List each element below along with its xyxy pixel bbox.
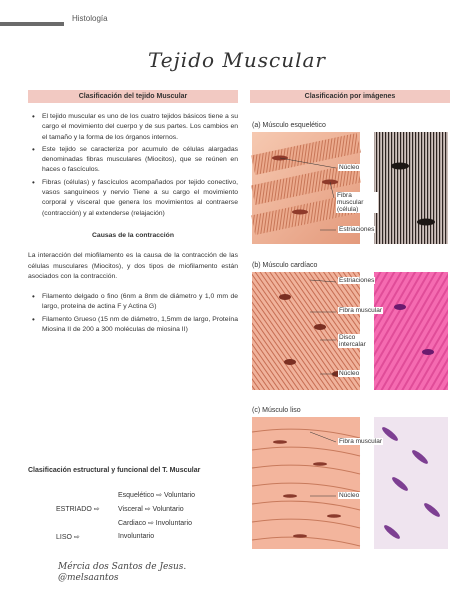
class-liso-value: Involuntario [118, 533, 155, 540]
causes-title: Causas de la contracción [92, 231, 174, 239]
filament-thick: • Filamento Grueso (15 nm de diámetro, 1,5mm de largo, Proteína Miosina II de 200 a 300 moléculas de miosina II) [28, 315, 238, 336]
panel-b-caption: (b) Músculo cardíaco [252, 262, 318, 269]
class-estriado: ESTRIADO ⇨ [56, 506, 100, 513]
panel-c-caption: (c) Músculo liso [252, 407, 301, 414]
right-section-title: Clasificación por imágenes [250, 90, 450, 103]
filament-thin: • Filamento delgado o fino (6nm a 8nm de diámetro y 1,0 mm de largo, proteína de actina F y Actina G) [28, 292, 238, 313]
panel-b-label-fibra: Fibra muscular [339, 307, 382, 314]
class-liso: LISO ⇨ [56, 534, 80, 541]
signature-handle: @melsaantos [58, 573, 119, 583]
panel-a-label-nucleo: Núcleo [339, 164, 360, 171]
panel-a-label-estriaciones: Estriaciones [339, 226, 375, 233]
bullet-2: • Este tejido se caracteriza por acumulo de células alargadas denominadas fibras musculares (Miocitos), que se reúnen en haces o fascículos. [28, 145, 238, 176]
smooth-photo [374, 417, 448, 549]
classification-title: Clasificación estructural y funcional del T. Muscular [28, 467, 201, 474]
panel-b-label-disco: Disco intercalar [338, 334, 374, 348]
bullet-3: • Fibras (células) y fascículos acompañados por tejido conectivo, vasos sanguíneos y nervio Tiene a su cargo el movimiento corporal y visceral que genera los movimientos al contraerse (contracción) y al extenderse (relajación) [28, 178, 238, 219]
class-esqueletico: Esquelético ⇨ Voluntario [118, 492, 196, 499]
cardiac-photo [374, 272, 448, 390]
class-cardiaco: Cardiaco ⇨ Involuntario [118, 520, 192, 527]
histology-images [250, 112, 450, 552]
page-header [0, 0, 474, 30]
panel-b-label-estriaciones: Estriaciones [339, 277, 375, 284]
panel-c-label-nucleo: Núcleo [339, 492, 360, 499]
skeletal-photo [374, 132, 448, 244]
header-bar [0, 22, 64, 26]
panel-c-label-fibra: Fibra muscular [339, 438, 382, 445]
causes-text: La interacción del miofilamento es la causa de la contracción de las células musculares (Miocitos), y dos tipos de miofilamento están asociados con la contracción. [28, 252, 238, 280]
panel-a-caption: (a) Músculo esquelético [252, 122, 326, 129]
muscle-illustrations [250, 112, 450, 552]
class-visceral: Visceral ⇨ Voluntario [118, 506, 184, 513]
header-title: Histología [72, 14, 108, 23]
left-section-title: Clasificación del tejido Muscular [28, 90, 238, 103]
signature-name: Mércia dos Santos de Jesus. [58, 562, 187, 572]
smooth-drawing [252, 417, 360, 549]
signature [58, 562, 186, 584]
panel-b-label-nucleo: Núcleo [339, 370, 360, 377]
panel-a-label-fibra: Fibra muscular (célula) [336, 192, 378, 213]
bullet-1: • El tejido muscular es uno de los cuatro tejidos básicos tiene a su cargo el movimiento del cuerpo y de sus partes. Los cambios en el tamaño y la forma de los órganos internos. [28, 112, 238, 143]
page-title: Tejido Muscular [147, 48, 326, 72]
left-column [28, 112, 238, 337]
